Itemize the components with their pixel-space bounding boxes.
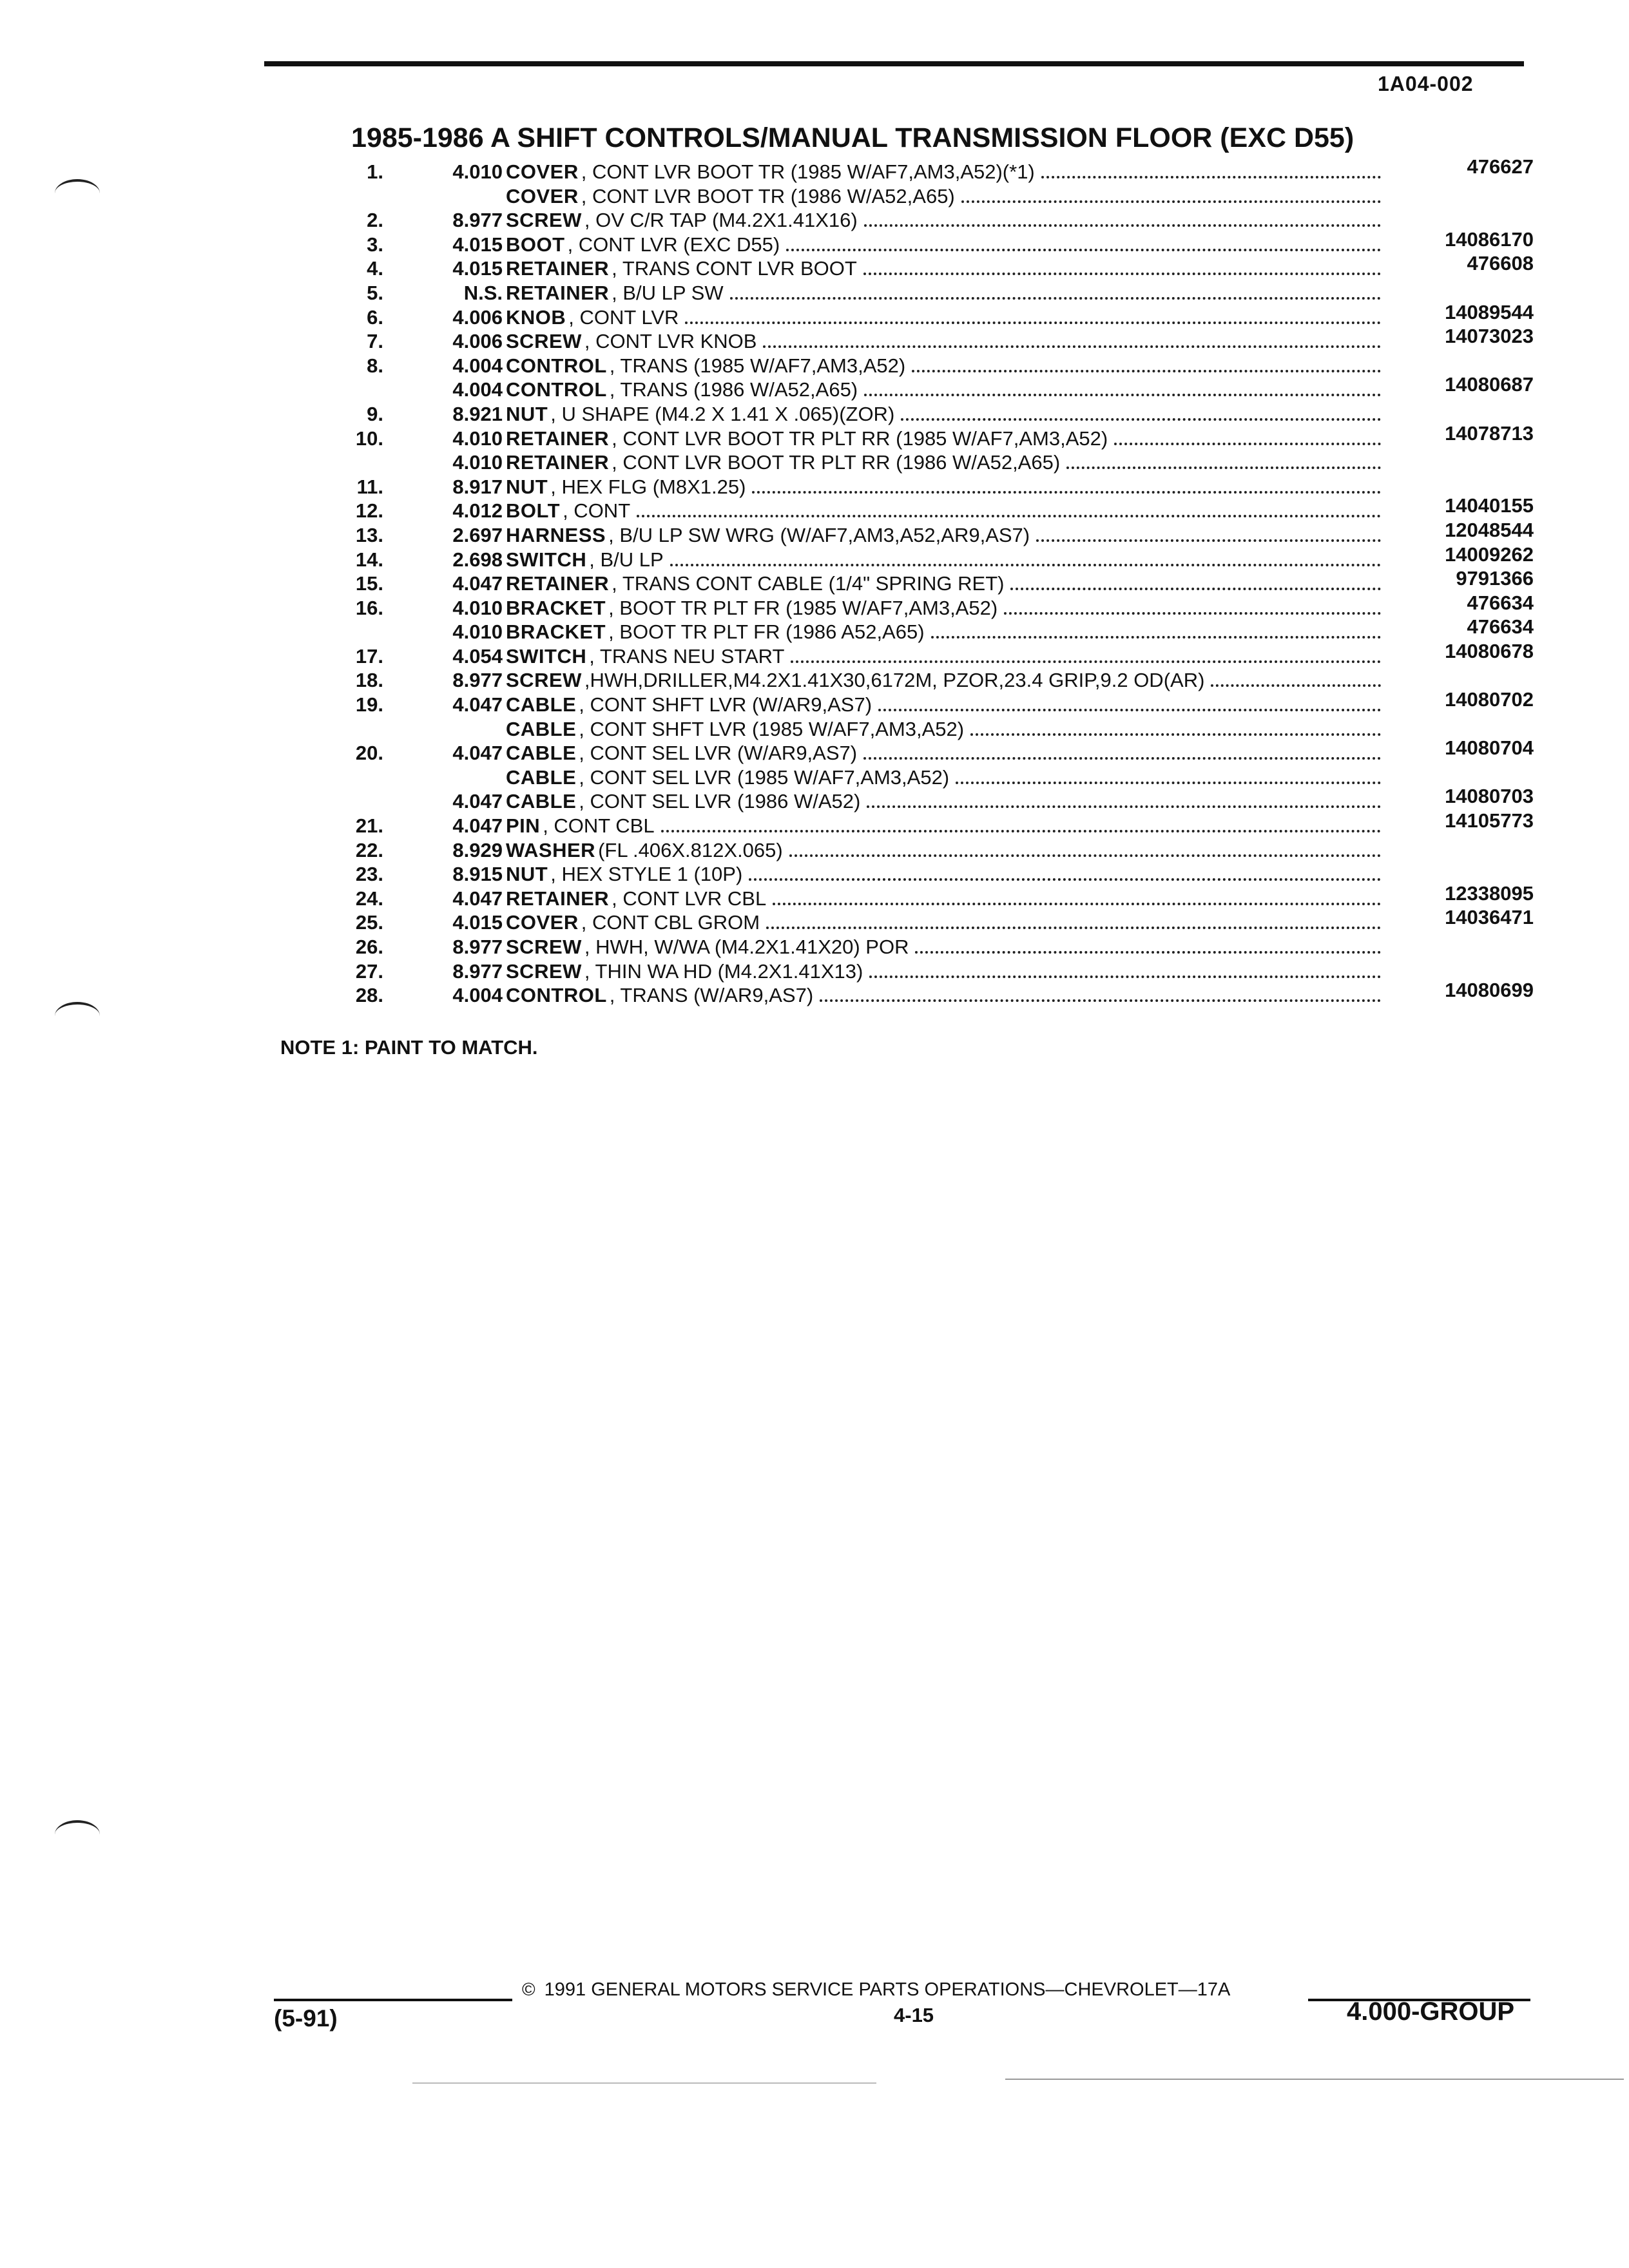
table-row [329,373,1534,402]
part-number: 14080699 [1445,979,1534,1002]
table-row [329,450,1534,475]
item-number: 1. [367,160,383,183]
part-detail: , BOOT TR PLT FR (1985 W/AF7,AM3,A52) [608,596,998,619]
part-description [506,378,1389,402]
part-detail: , BOOT TR PLT FR (1986 A52,A65) [608,620,925,644]
part-description [506,160,1389,184]
part-name: BOOT [506,233,565,256]
table-row [329,809,1534,838]
leader-dots [685,322,1381,324]
group-number: 4.010 [452,596,503,619]
item-number: 3. [367,233,383,256]
leader-dots [961,200,1381,203]
part-detail: , CONT LVR CBL [612,887,767,910]
group-number: 4.010 [452,451,503,474]
revision-date: (5-91) [274,2005,338,2032]
part-name: RETAINER [506,887,610,910]
part-number: 14105773 [1445,809,1534,832]
part-number: 14086170 [1445,227,1534,251]
part-detail: , B/U LP SW [612,281,724,304]
item-number: 19. [355,693,383,716]
item-number: 20. [355,742,383,765]
item-number: 23. [355,863,383,886]
leader-dots [786,249,1381,251]
table-row [329,959,1534,984]
part-detail: , B/U LP [589,548,664,571]
leader-dots [752,491,1381,494]
part-description [506,959,1389,984]
group-number: 2.697 [452,523,503,546]
item-number: 7. [367,330,383,353]
leader-dots [791,660,1381,663]
page-title: 1985-1986 A SHIFT CONTROLS/MANUAL TRANSMISSION FLOOR (EXC D55) [351,122,1354,153]
item-number: 10. [355,427,383,450]
part-number: 476627 [1467,155,1534,178]
group-number: 4.004 [452,984,503,1007]
group-number: 8.977 [452,209,503,232]
table-row [329,354,1534,378]
part-description [506,668,1389,693]
part-detail: , THIN WA HD (M4.2X1.41X13) [584,959,863,983]
group-number: 4.006 [452,330,503,353]
part-name: NUT [506,402,548,425]
part-detail: , CONT LVR [568,305,679,329]
group-number: N.S. [463,281,503,304]
leader-dots [869,975,1381,978]
leader-dots [864,394,1381,396]
leader-dots [766,927,1381,929]
part-description [506,693,1389,717]
part-detail: , HWH, W/WA (M4.2X1.41X20) POR [584,936,909,958]
part-name: CABLE [506,765,577,789]
leader-dots [970,733,1381,736]
part-description [506,838,1389,863]
table-row [329,838,1534,863]
item-number: 9. [367,402,383,425]
part-description [506,305,1389,330]
table-row [329,252,1534,281]
part-name: NUT [506,863,548,886]
table-row [329,668,1534,693]
leader-dots [789,854,1381,857]
part-name: SCREW [506,669,582,692]
table-row [329,935,1534,959]
part-description [506,983,1389,1008]
footnote: NOTE 1: PAINT TO MATCH. [280,1036,538,1059]
leader-dots [637,515,1381,517]
item-number: 14. [355,548,383,571]
leader-dots [730,297,1381,300]
part-detail: , U SHAPE (M4.2 X 1.41 X .065)(ZOR) [550,402,895,425]
part-number: 476634 [1467,591,1534,614]
part-description [506,862,1389,887]
part-detail: , B/U LP SW WRG (W/AF7,AM3,A52,AR9,AS7) [608,523,1030,546]
part-detail: , CONT CBL GROM [581,911,760,934]
part-name: PIN [506,814,541,838]
part-name: COVER [506,911,579,934]
group-number: 8.977 [452,959,503,983]
copyright-symbol: © [522,1979,535,1999]
table-row [329,494,1534,523]
part-detail: , HEX FLG (M8X1.25) [550,475,746,498]
item-number: 22. [355,838,383,861]
part-description [506,402,1389,427]
part-description [506,475,1389,499]
table-row [329,184,1534,209]
part-name: HARNESS [506,523,606,546]
part-name: SCREW [506,330,582,353]
item-number: 18. [355,669,383,692]
leader-dots [912,370,1381,372]
part-description [506,354,1389,378]
leader-dots [1036,539,1381,542]
table-row [329,615,1534,644]
table-row [329,402,1534,427]
group-number: 4.047 [452,693,503,716]
part-number: 14080702 [1445,688,1534,711]
part-name: COVER [506,184,579,207]
table-row [329,591,1534,620]
part-number: 14089544 [1445,300,1534,323]
part-detail: , TRANS (W/AR9,AS7) [609,984,814,1007]
part-name: CONTROL [506,378,607,401]
part-name: KNOB [506,305,566,329]
part-description [506,281,1389,305]
part-description [506,184,1389,209]
table-row [329,300,1534,330]
table-row [329,639,1534,669]
part-description [506,789,1389,814]
part-detail: , CONT CBL [543,814,655,838]
item-number: 6. [367,305,383,329]
part-name: SWITCH [506,548,587,571]
part-description [506,765,1389,790]
table-row [329,567,1534,596]
leader-dots [864,224,1381,227]
item-number: 15. [355,572,383,595]
table-row [329,518,1534,548]
page-number: 4-15 [894,2004,934,2026]
table-row [329,543,1534,572]
leader-dots [670,564,1381,566]
part-description [506,935,1389,959]
item-number: 12. [355,499,383,523]
part-detail: , CONT SHFT LVR (W/AR9,AS7) [579,693,872,716]
part-name: SWITCH [506,644,587,668]
item-number: 5. [367,281,383,304]
part-description [506,572,1389,596]
part-number: 14080678 [1445,639,1534,662]
part-name: CABLE [506,742,577,765]
table-row [329,881,1534,911]
group-number: 8.915 [452,863,503,886]
part-description [506,233,1389,257]
leader-dots [661,830,1381,832]
group-number: 8.929 [452,838,503,861]
table-row [329,765,1534,790]
table-row [329,325,1534,354]
part-description [506,596,1389,620]
punch-hole-mark [55,1820,100,1849]
part-number: 14009262 [1445,543,1534,566]
punch-hole-mark [55,179,100,207]
part-description [506,910,1389,935]
part-name: CABLE [506,693,577,716]
part-description [506,741,1389,765]
group-number: 8.917 [452,475,503,498]
part-description [506,548,1389,572]
item-number: 2. [367,209,383,232]
item-number: 8. [367,354,383,377]
item-number: 11. [356,475,383,498]
group-number: 4.047 [452,814,503,838]
leader-dots [763,345,1381,348]
part-name: SCREW [506,209,582,232]
leader-dots [1066,466,1381,469]
part-detail: , CONT [563,499,631,523]
table-row [329,717,1534,742]
part-name: NUT [506,475,548,498]
part-number: 14080687 [1445,373,1534,396]
table-row [329,979,1534,1008]
copyright-line [522,1979,1230,2001]
part-description [506,329,1389,354]
group-number: 2.698 [452,548,503,571]
leader-dots [901,418,1381,421]
group-number: 4.010 [452,620,503,644]
part-detail: , TRANS (1986 W/A52,A65) [609,378,858,401]
leader-dots [863,273,1381,275]
item-number: 21. [355,814,383,838]
part-detail: ,HWH,DRILLER,M4.2X1.41X30,6172M, PZOR,23.4 GRIP,9.2 OD(AR) [584,669,1205,692]
part-number: 14036471 [1445,906,1534,929]
item-number: 25. [355,911,383,934]
table-row [329,688,1534,717]
table-row [329,475,1534,499]
leader-dots [931,636,1381,639]
part-number: 14040155 [1445,494,1534,517]
group-label: 4.000-GROUP [1347,1997,1515,2026]
leader-dots [1041,176,1381,178]
item-number: 16. [355,596,383,619]
part-detail: , CONT LVR KNOB [584,330,757,353]
scan-line [412,2082,876,2084]
group-number: 4.010 [452,427,503,450]
item-number: 4. [367,257,383,280]
leader-dots [1010,588,1381,590]
leader-dots [863,757,1381,760]
group-number: 4.006 [452,305,503,329]
part-detail: , CONT LVR BOOT TR PLT RR (1986 W/A52,A65) [612,451,1061,474]
group-number: 4.012 [452,499,503,523]
part-detail: , TRANS NEU START [589,644,785,668]
part-number: 476608 [1467,252,1534,275]
item-number: 26. [355,936,383,958]
group-number: 4.010 [452,160,503,183]
copyright-text: 1991 GENERAL MOTORS SERVICE PARTS OPERATIONS—CHEVROLET—17A [544,1979,1231,2000]
leader-dots [773,903,1381,905]
part-detail: , TRANS CONT CABLE (1/4" SPRING RET) [612,572,1005,595]
part-name: COVER [506,160,579,183]
leader-dots [878,709,1381,711]
item-number: 24. [355,887,383,910]
part-description [506,644,1389,669]
punch-hole-mark [55,1002,100,1030]
leader-dots [1211,684,1381,687]
part-number: 476634 [1467,615,1534,639]
part-detail: , HEX STYLE 1 (10P) [550,863,743,886]
part-detail: , CONT SEL LVR (W/AR9,AS7) [579,742,858,765]
part-name: RETAINER [506,281,610,304]
leader-dots [915,951,1381,954]
part-name: BRACKET [506,620,606,644]
part-description [506,814,1389,838]
group-number: 4.047 [452,887,503,910]
part-detail: , CONT SEL LVR (1986 W/A52) [579,790,861,813]
leader-dots [867,805,1381,808]
table-row [329,227,1534,257]
group-number: 8.977 [452,669,503,692]
part-description [506,427,1389,451]
table-row [329,208,1534,233]
part-name: BRACKET [506,596,606,619]
part-detail: , OV C/R TAP (M4.2X1.41X16) [584,209,858,232]
group-number: 8.921 [452,402,503,425]
footer-rule-left [274,1999,512,2001]
table-row [329,862,1534,887]
leader-dots [956,782,1381,784]
part-name: WASHER [506,838,596,861]
part-number: 14080704 [1445,736,1534,760]
part-detail: , CONT LVR BOOT TR (1985 W/AF7,AM3,A52)(*1) [581,160,1035,183]
part-name: RETAINER [506,572,610,595]
leader-dots [1114,443,1381,445]
leader-dots [749,878,1381,881]
scan-line [1005,2079,1624,2080]
part-name: CABLE [506,717,577,740]
group-number: 8.977 [452,936,503,958]
group-number: 4.054 [452,644,503,668]
part-detail: , TRANS CONT LVR BOOT [612,257,857,280]
part-description [506,208,1389,233]
part-name: CABLE [506,790,577,813]
part-name: CONTROL [506,354,607,377]
group-number: 4.004 [452,378,503,401]
part-name: SCREW [506,936,582,958]
part-detail: , CONT LVR (EXC D55) [567,233,780,256]
part-name: RETAINER [506,451,610,474]
part-name: RETAINER [506,427,610,450]
part-detail: , CONT LVR BOOT TR PLT RR (1985 W/AF7,AM3,A52) [612,427,1108,450]
parts-list [329,155,1534,1008]
top-rule [264,61,1524,66]
part-detail: , CONT LVR BOOT TR (1986 W/A52,A65) [581,184,955,207]
part-detail: (FL .406X.812X.065) [598,838,783,861]
group-number: 4.015 [452,257,503,280]
item-number: 27. [355,959,383,983]
part-description [506,256,1389,281]
part-detail: , TRANS (1985 W/AF7,AM3,A52) [609,354,906,377]
part-name: SCREW [506,959,582,983]
part-description [506,717,1389,742]
part-description [506,450,1389,475]
table-row [329,736,1534,765]
item-number: 28. [355,984,383,1007]
group-number: 4.047 [452,572,503,595]
part-detail: , CONT SEL LVR (1985 W/AF7,AM3,A52) [579,765,950,789]
group-number: 4.004 [452,354,503,377]
group-number: 4.047 [452,790,503,813]
part-number: 14073023 [1445,325,1534,348]
part-number: 14080703 [1445,785,1534,808]
item-number: 13. [355,523,383,546]
group-number: 4.015 [452,911,503,934]
part-number: 9791366 [1456,567,1534,590]
group-number: 4.047 [452,742,503,765]
leader-dots [820,999,1381,1002]
part-number: 14078713 [1445,421,1534,445]
item-number: 17. [355,644,383,668]
table-row [329,281,1534,305]
table-row [329,906,1534,935]
part-detail: , CONT SHFT LVR (1985 W/AF7,AM3,A52) [579,717,965,740]
table-row [329,421,1534,451]
part-name: CONTROL [506,984,607,1007]
part-number: 12338095 [1445,881,1534,905]
page-code: 1A04-002 [1378,72,1474,95]
table-row [329,785,1534,814]
part-description [506,620,1389,644]
table-row [329,155,1534,184]
leader-dots [1004,612,1381,615]
part-name: RETAINER [506,257,610,280]
part-description [506,887,1389,911]
group-number: 4.015 [452,233,503,256]
part-description [506,523,1389,548]
part-description [506,499,1389,523]
part-number: 12048544 [1445,518,1534,541]
part-name: BOLT [506,499,561,523]
